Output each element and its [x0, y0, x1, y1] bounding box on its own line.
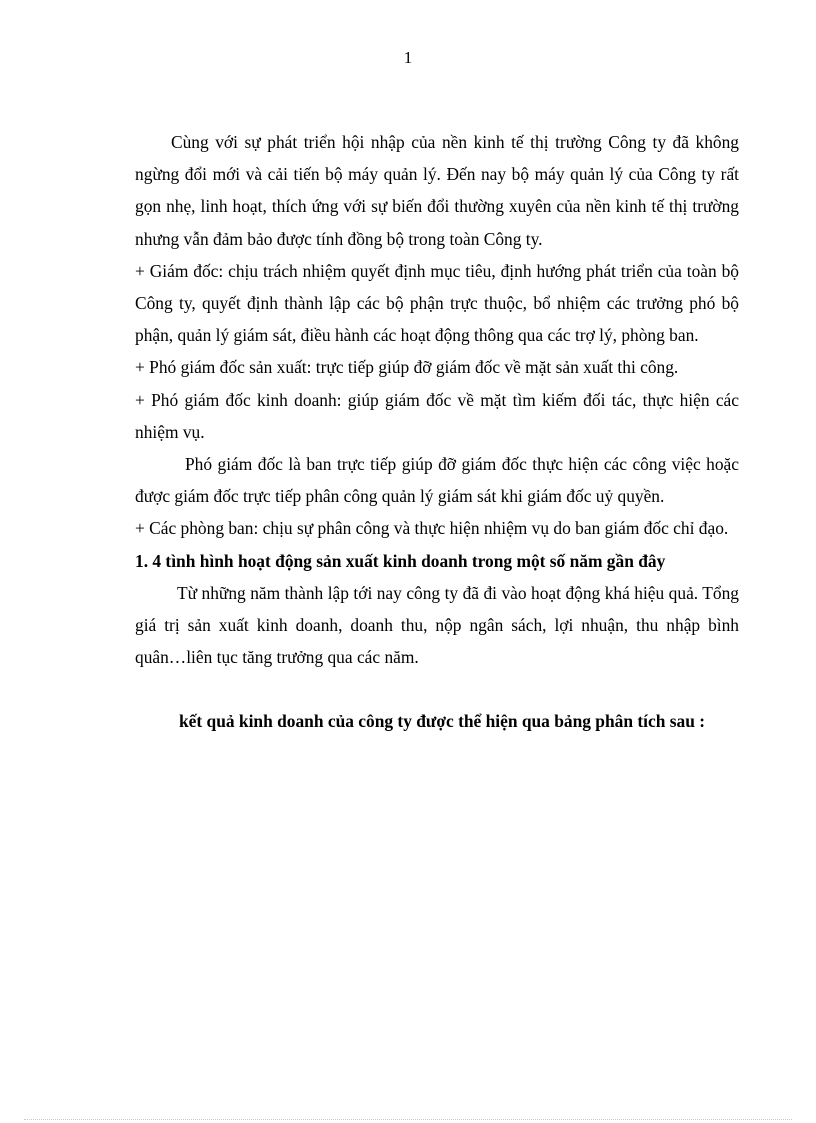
document-body — [135, 126, 739, 738]
page-bottom-divider — [24, 1119, 792, 1120]
intro-paragraph: Cùng với sự phát triển hội nhập của nền kinh tế thị trường Công ty đã không ngừng đổi mới và cải tiến bộ máy quản lý. Đến nay bộ máy quản lý của Công ty rất gọn nhẹ, linh hoạt, thích ứng với sự biến đổi thường xuyên của nền kinh tế thị trường nhưng vẫn đảm bảo được tính đồng bộ trong toàn Công ty. — [135, 132, 739, 249]
director-paragraph: + Giám đốc: chịu trách nhiệm quyết định mục tiêu, định hướng phát triển của toàn bộ Công ty, quyết định thành lập các bộ phận trực thuộc, bổ nhiệm các trưởng phó bộ phận, quản lý giám sát, điều hành các hoạt động thông qua các trợ lý, phòng ban. — [135, 260, 739, 346]
section-heading: 1. 4 tình hình hoạt động sản xuất kinh doanh trong một số năm gần đây — [135, 550, 666, 571]
deputy-business-paragraph: + Phó giám đốc kinh doanh: giúp giám đốc về mặt tìm kiếm đối tác, thực hiện các nhiệm vụ. — [135, 389, 739, 442]
deputy-production-paragraph: + Phó giám đốc sản xuất: trực tiếp giúp đỡ giám đốc về mặt sản xuất thi công. — [135, 357, 679, 378]
section-body-paragraph: Từ những năm thành lập tới nay công ty đã đi vào hoạt động khá hiệu quả. Tổng giá trị sản xuất kinh doanh, doanh thu, nộp ngân sách, lợi nhuận, thu nhập bình quân…liên tục tăng trưởng qua các năm. — [135, 582, 739, 668]
deputy-role-paragraph: Phó giám đốc là ban trực tiếp giúp đỡ giám đốc thực hiện các công việc hoặc được giám đốc trực tiếp phân công quản lý giám sát khi giám đốc uỷ quyền. — [135, 454, 739, 507]
departments-paragraph: + Các phòng ban: chịu sự phân công và thực hiện nhiệm vụ do ban giám đốc chỉ đạo. — [135, 518, 729, 539]
table-caption: kết quả kinh doanh của công ty được thể hiện qua bảng phân tích sau : — [179, 711, 705, 732]
page-number: 1 — [403, 48, 413, 67]
